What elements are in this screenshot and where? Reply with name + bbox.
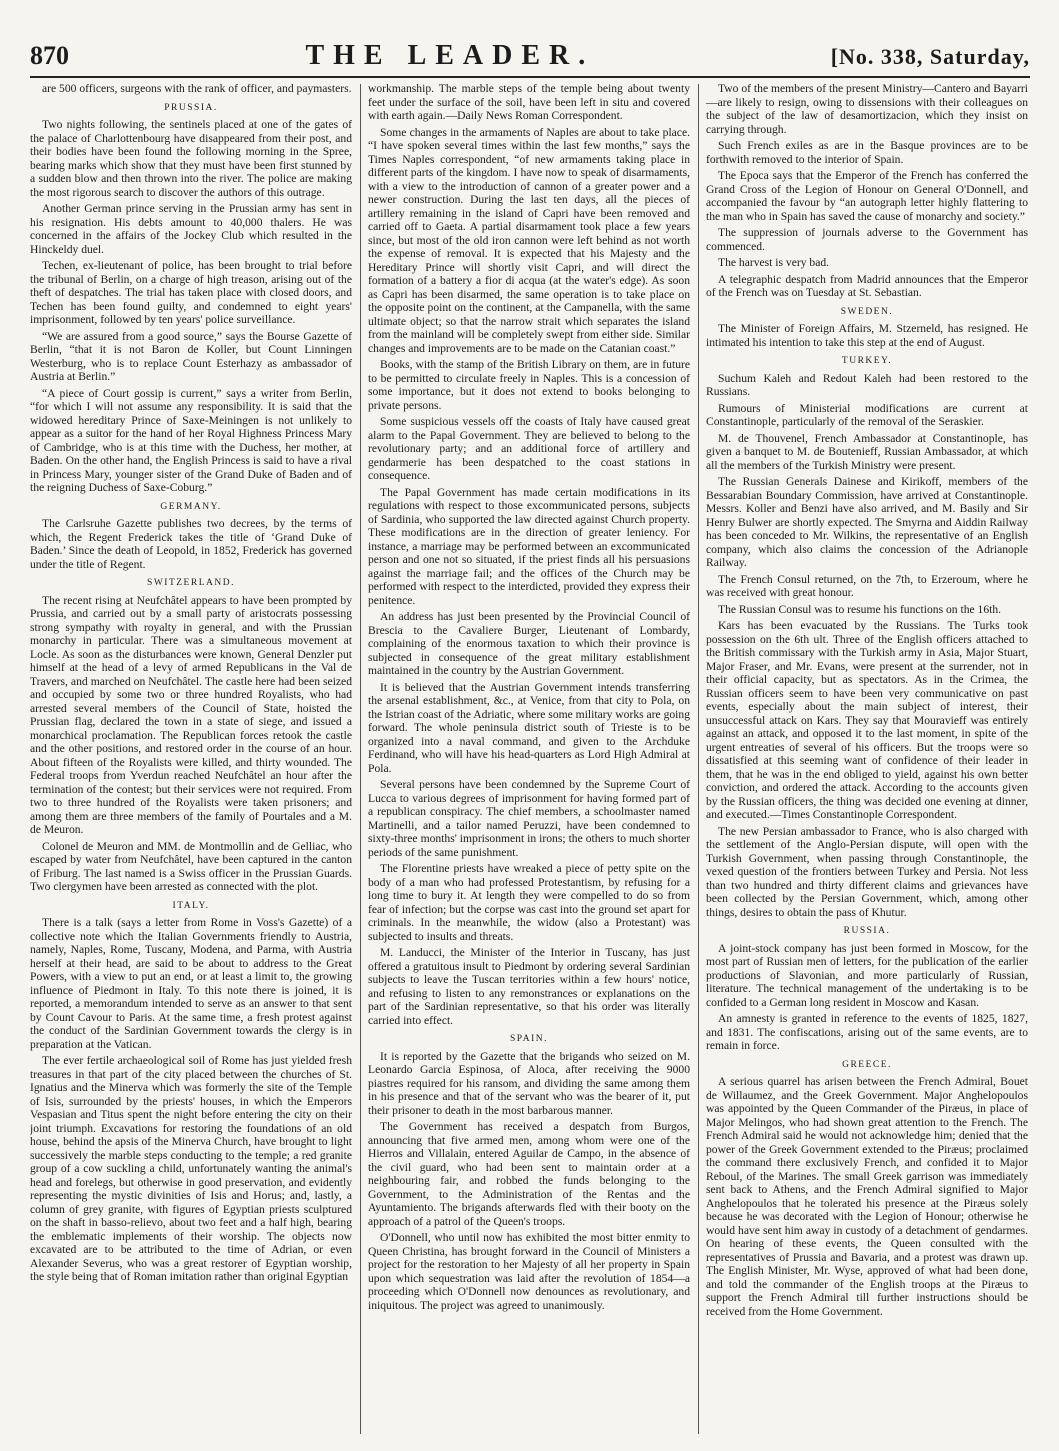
article-paragraph: The ever fertile archaeological soil of Rome has just yielded fresh treasures in that part of the city placed between the churches of St. Ignatius and the Minerva which was formerly the site of the Temple of Isis, surrounded by the priests' houses, in which the Emperors Vespasian and Titus spent the night before entering the city on their joint triumph. Excavations for restoring the foundations of an old house, behind the apsis of the Minerva Church, have brought to light successively the marble steps conducting to the temple; a red granite group of a cow suckling a child, unfortunately wanting the animal's head and forelegs, but otherwise in good preservation, and evidently representing the mystic divinities of Isis and Horus; and, lastly, a column of grey granite, with figures of Egyptian priests sculptured on the shaft in basso-relievo, about two feet and a half high, bearing the emblematic implements of their worship. The objects now excavated are to be attributed to the time of Adrian, or even Alexander Severus, who was a great restorer of Egyptian worship, the style being that of Roman imitation rather than original Egyptian [30,1054,352,1283]
section-heading: SWITZERLAND. [147,578,235,588]
article-paragraph: The French Consul returned, on the 7th, to Erzeroum, where he was received with great honour. [706,572,1028,599]
article-paragraph: Such French exiles as are in the Basque provinces are to be forthwith removed to the interior of Spain. [706,139,1028,166]
article-paragraph: Another German prince serving in the Prussian army has sent in his resignation. His debts amount to 40,000 thalers. He was concerned in the affairs of the Jockey Club which resulted in the Hinckeldy duel. [30,202,352,256]
column-divider [360,84,361,1434]
article-paragraph: Colonel de Meuron and MM. de Montmollin and de Gelliac, who escaped by water from Neufchâtel, have been captured in the canton of Friburg. The last named is a Swiss officer in the Prussian Guards. Two clergymen have been arrested as connected with the plot. [30,839,352,893]
article-paragraph: Techen, ex-lieutenant of police, has been brought to trial before the tribunal of Berlin, on a charge of high treason, arising out of the theft of despatches. The trial has taken place with closed doors, and Techen has been found guilty, and condemned to eight years' imprisonment, followed by ten years' police surveillance. [30,259,352,326]
section-heading: PRUSSIA. [164,102,218,113]
article-paragraph: Some changes in the armaments of Naples are about to take place. “I have spoken several times within the last few months,” says the Times Naples correspondent, “of new armaments taking place in different parts of the kingdom. I have now to speak of disarmaments, with a view to the introduction of cannon of a greater power and a newer construction. During the last ten days, all the pieces of artillery remaining in the island of Capri have been removed and carried off to Gaeta. A partial disarmament took place a few years since, but most of the old iron cannon were left behind as not worth the expense of removal. It is expected that his Majesty and the Hereditary Prince will shortly visit Capri, and will direct the formation of a battery a fior di acqua (at the water's edge). As soon as Capri has been disarmed, the same operation is to take place on the opposite point on the continent, at the Campanella, with the same ultimate object; so that the narrow strait which separates the island from the mainland will be completely swept from either side. Similar changes and improvements are to be made on the Catanian coast.” [368,125,690,355]
article-paragraph: Several persons have been condemned by the Supreme Court of Lucca to various degrees of imprisonment for having formed part of a republican conspiracy. The chief members, a schoolmaster named Martinelli, and a tailor named Peruzzi, have been condemned to sixty-three months' imprisonment in irons; the others to much shorter periods of the same punishment. [368,778,690,859]
section-heading: SWEDEN. [840,306,894,317]
newspaper-title: THE LEADER. [305,40,595,71]
header-rule [30,76,1030,78]
article-paragraph: The Russian Consul was to resume his functions on the 16th. [718,602,1002,616]
column-middle [368,82,690,1432]
article-paragraph: An amnesty is granted in reference to the events of 1825, 1827, and 1831. The confiscations, arising out of the same events, are to remain in force. [706,1012,1028,1052]
article-paragraph: The Minister of Foreign Affairs, M. Stzerneld, has resigned. He intimated his intention to take this step at the end of August. [706,322,1028,349]
issue-number: [No. 338, Saturday, [830,44,1030,69]
article-paragraph: A serious quarrel has arisen between the French Admiral, Bouet de Willaumez, and the Greek Government. Major Anghelopoulos was appointed by the Queen Commander of the Piræus, in place of Major Melingos, who had shown great attention to the French. The French Admiral said he would not acknowledge him; denied that the power of the Greek Government extended to the Piræus; proclaimed the command there exclusively French, and confided it to Major Reboul, of the Marines. The small Greek garrison was immediately sent back to Athens, and the French Admiral signified to Major Anghelopoulos that he tolerated his presence at the Piræus solely because he was decorated with the Legion of Honour; otherwise he would have sent him away in custody of a detachment of gendarmes. On hearing of these events, the Queen consulted with the representatives of Prussia and Bavaria, and a protest was drawn up. The English Minister, Mr. Wyse, approved of what had been done, and told the commander of the English troops at the Piræus to support the French Admiral till further instructions should be received from the Home Government. [706,1075,1028,1318]
page-number: 870 [30,41,69,70]
column-right [706,82,1028,1432]
article-paragraph: “A piece of Court gossip is current,” says a writer from Berlin, “for which I will not assume any responsibility. It is said that the widowed hereditary Prince of Saxe-Meiningen is not unlikely to appear as a suitor for the hand of her Royal Highness Princess Mary of Cambridge, who is at this time with the Duchess, her mother, at Baden. On the other hand, the English Princess is said to have a rival in Princess Mary, younger sister of the Grand Duke of Baden and of the reigning Duchess of Saxe-Coburg.” [30,386,352,494]
article-paragraph: Two of the members of the present Ministry—Cantero and Bayarri—are likely to resign, owing to dissensions with their colleagues on the subject of the law of desamortizacion, which they insist on carrying through. [706,82,1028,136]
article-paragraph: The Russian Generals Dainese and Kirikoff, members of the Bessarabian Boundary Commission, have arrived at Constantinople. Messrs. Koller and Benzi have also arrived, and M. Basily and Sir Henry Bulwer are shortly expected. The Smyrna and Aiddin Railway has been conceded to Mr. Wilkins, the representative of an English company, which also claims the concession of the Adrianople Railway. [706,475,1028,569]
article-paragraph: M. de Thouvenel, French Ambassador at Constantinople, has given a banquet to M. de Boutenieff, Russian Ambassador, at which all the members of the Turkish Ministry were present. [706,431,1028,472]
article-paragraph: The Carlsruhe Gazette publishes two decrees, by the terms of which, the Regent Frederick takes the title of ‘Grand Duke of Baden.’ Since the death of Leopold, in 1852, Frederick has governed under the title of Regent. [30,517,352,571]
section-heading: SPAIN. [510,1034,548,1044]
article-paragraph: It is believed that the Austrian Government intends transferring the arsenal establishment, &c., at Venice, from that city to Pola, on the Istrian coast of the Adriatic, where some military works are going forward. The whole peninsula district south of Trieste is to be organized into a naval command, and given to the Archduke Ferdinand, who will have his head-quarters as Lord High Admiral at Pola. [368,680,690,775]
article-paragraph: Suchum Kaleh and Redout Kaleh had been restored to the Russians. [706,371,1028,398]
article-paragraph: Two nights following, the sentinels placed at one of the gates of the palace of Charlottenbourg have disappeared from their post, and their bodies have been found the following morning in the Spree, bearing marks which show that they must have been first stunned by a sudden blow and then thrown into the river. The police are making the most rigorous search to discover the authors of this outrage. [30,118,352,199]
article-paragraph: A joint-stock company has just been formed in Moscow, for the most part of Russian men of letters, for the publication of the earlier productions of Slavonian, and more particularly of Russian, literature. The technical management of the undertaking is to be confided to a German long resident in Moscow and Kasan. [706,941,1028,1009]
article-paragraph: The Papal Government has made certain modifications in its regulations with respect to those excommunicated persons, subjects of Sardinia, who supported the law directed against Church property. These modifications are in the direction of greater leniency. For instance, a marriage may be performed between an excommunicated person and one not so situated, if the priest finds all his persuasions against the marriage fail; and the offices of the Church may be performed with respect to the interdicted, provided they express their penitence. [368,485,690,607]
column-divider [698,84,699,1434]
section-heading: GERMANY. [160,501,222,512]
article-paragraph: workmanship. The marble steps of the temple being about twenty feet under the surface of the soil, have been left in situ and covered with earth again.—Daily News Roman Correspondent. [368,82,690,122]
section-heading: GREECE. [842,1059,892,1070]
article-paragraph: There is a talk (says a letter from Rome in Voss's Gazette) of a collective note which the Italian Governments friendly to Austria, namely, Naples, Rome, Tuscany, Modena, and Parma, with Austria herself at their head, are said to be about to address to the Great Powers, with a view to put an end, or at least a limit to, the growing influence of Piedmont in Italy. To this note there is joined, it is reported, a memorandum intended to serve as an answer to that sent by Count Cavour to Paris. At the same time, a fresh protest against the conduct of the Sardinian Government towards the clergy is in preparation at the Vatican. [30,916,352,1051]
article-paragraph: Books, with the stamp of the British Library on them, are in future to be permitted to circulate freely in Naples. This is a concession of some importance, but it does not extend to books belonging to private persons. [368,358,690,412]
article-paragraph: The Government has received a despatch from Burgos, announcing that five armed men, among whom were one of the Hierros and Villalain, entered Aguilar de Campo, in the absence of the civil guard, who had been sent to maintain order at a neighbouring fair, and robbed the funds belonging to the Government, to the Administration of the Rentas and the Ayuntamiento. The brigands afterwards fled with their booty on the approach of a patrol of the Queen's troops. [368,1120,690,1228]
section-heading: TURKEY. [841,356,893,366]
article-paragraph: The harvest is very bad. [718,256,830,269]
article-paragraph: An address has just been presented by the Provincial Council of Brescia to the Cavaliere Burger, Lieutenant of Lombardy, complaining of the enormous taxation to which their province is subjected in consequence of the great military establishment maintained in the country by the Austrian Government. [368,610,690,677]
column-left [30,82,352,1432]
article-paragraph: M. Landucci, the Minister of the Interior in Tuscany, has just offered a gratuitous insult to Piedmont by ordering several Sardinian subjects to leave the Tuscan territories within a few hours' notice, and refusing to listen to any remonstrances or explanations on the part of the Sardinian representative, so that his order was literally carried into effect. [368,946,690,1027]
article-paragraph: The Florentine priests have wreaked a piece of petty spite on the body of a man who had professed Protestantism, by refusing for a long time to bury it. At length they were compelled to do so from fear of infection; but the corpse was cast into the ground set apart for criminals. In the meanwhile, the widow (also a Protestant) was subjected to insults and threats. [368,862,690,943]
article-paragraph: “We are assured from a good source,” says the Bourse Gazette of Berlin, “that it is not Baron de Koller, but Count Linningen Westerburg, who is to replace Count Esterhazy as ambassador of Austria at Berlin.” [30,329,352,383]
article-paragraph: The new Persian ambassador to France, who is also charged with the settlement of the Anglo-Persian dispute, will open with the Turkish Government, when passing through Constantinople, the vexed question of the frontiers between Turkey and Persia. Not less than two hundred and thirty different claims and grievances have been collected by the Persian Government, which, among other things, desires to obtain the pass of Khutur. [706,824,1028,919]
article-paragraph: The Epoca says that the Emperor of the French has conferred the Grand Cross of the Legion of Honour on General O'Donnell, and accompanied the favour by “an autograph letter highly flattering to the man who in Spain has saved the cause of monarchy and society.” [706,169,1028,223]
article-paragraph: Some suspicious vessels off the coasts of Italy have caused great alarm to the Papal Government. They are believed to belong to the revolutionary party; and an additional force of artillery and gendarmerie has been despatched to the coast stations in consequence. [368,415,690,482]
article-paragraph: Kars has been evacuated by the Russians. The Turks took possession on the 6th ult. Three of the English officers attached to the British commissary with the Turkish army in Asia, Major Stuart, Major Fraser, and Mr. Evans, were present at the surrender, not in their official capacity, but as spectators. As in the Crimea, the Russian officers seem to have been very communicative on past events, especially about the main subject of interest, their unsuccessful attack on Kars. They say that Mouravieff was entirely against an attack, and opposed it to the last moment, in spite of the urgent entreaties of several of his officers. But the troops were so dissatisfied at this seeming want of confidence of their leader in them, that he was in the end obliged to yield, against his own better conviction, and ordered the attack. According to the accounts given by the Russian officers, the thing was decided one evening at dinner, and executed.—Times Constantinople Correspondent. [706,619,1028,821]
section-heading: RUSSIA. [843,926,891,936]
article-paragraph: Rumours of Ministerial modifications are current at Constantinople, particularly of the removal of the Seraskier. [706,401,1028,428]
article-paragraph: are 500 officers, surgeons with the rank of officer, and paymasters. [42,82,352,95]
masthead [30,40,1030,70]
article-paragraph: The suppression of journals adverse to the Government has commenced. [706,226,1028,253]
article-paragraph: The recent rising at Neufchâtel appears to have been prompted by Prussia, and carried out by a small party of aristocrats possessing strong sympathy with royalty in general, and with the Prussian monarchy in particular. There was a simultaneous movement at Locle. As soon as the disturbances were known, General Denzler put himself at the head of a levy of armed Republicans in the Val de Travers, and marched on Neufchâtel. The castle here had been seized and occupied by some two or three hundred Royalists, who had arrested several members of the Council of State, hoisted the Prussian flag, declared the town in a state of siege, and issued a monarchical proclamation. The Republican forces retook the castle and the other positions, and restored order in the course of an hour. About fifteen of the Royalists were killed, and thirty wounded. The Federal troops from Yverdun reached Neufchâtel an hour after the termination of the contest; but their services were not required. From two to three hundred of the Royalists were taken prisoners; and among them are three members of the family of Pourtales and a M. de Meuron. [30,593,352,836]
article-paragraph: O'Donnell, who until now has exhibited the most bitter enmity to Queen Christina, has brought forward in the Council of Ministers a project for the restoration to her Majesty of all her property in Spain upon which sequestration was laid after the revolution of 1854—a proceeding which O'Donnell now denounces as revolutionary, and iniquitous. The project was agreed to unanimously. [368,1231,690,1312]
article-paragraph: It is reported by the Gazette that the brigands who seized on M. Leonardo Garcia Espinosa, of Aloca, after receiving the 9000 piastres required for his ransom, and dividing the same among them in his presence and that of the servant who was the bearer of it, put their prisoner to death in the most barbarous manner. [368,1049,690,1117]
section-heading: ITALY. [172,900,210,911]
article-paragraph: A telegraphic despatch from Madrid announces that the Emperor of the French was on Tuesday at St. Sebastian. [706,272,1028,299]
